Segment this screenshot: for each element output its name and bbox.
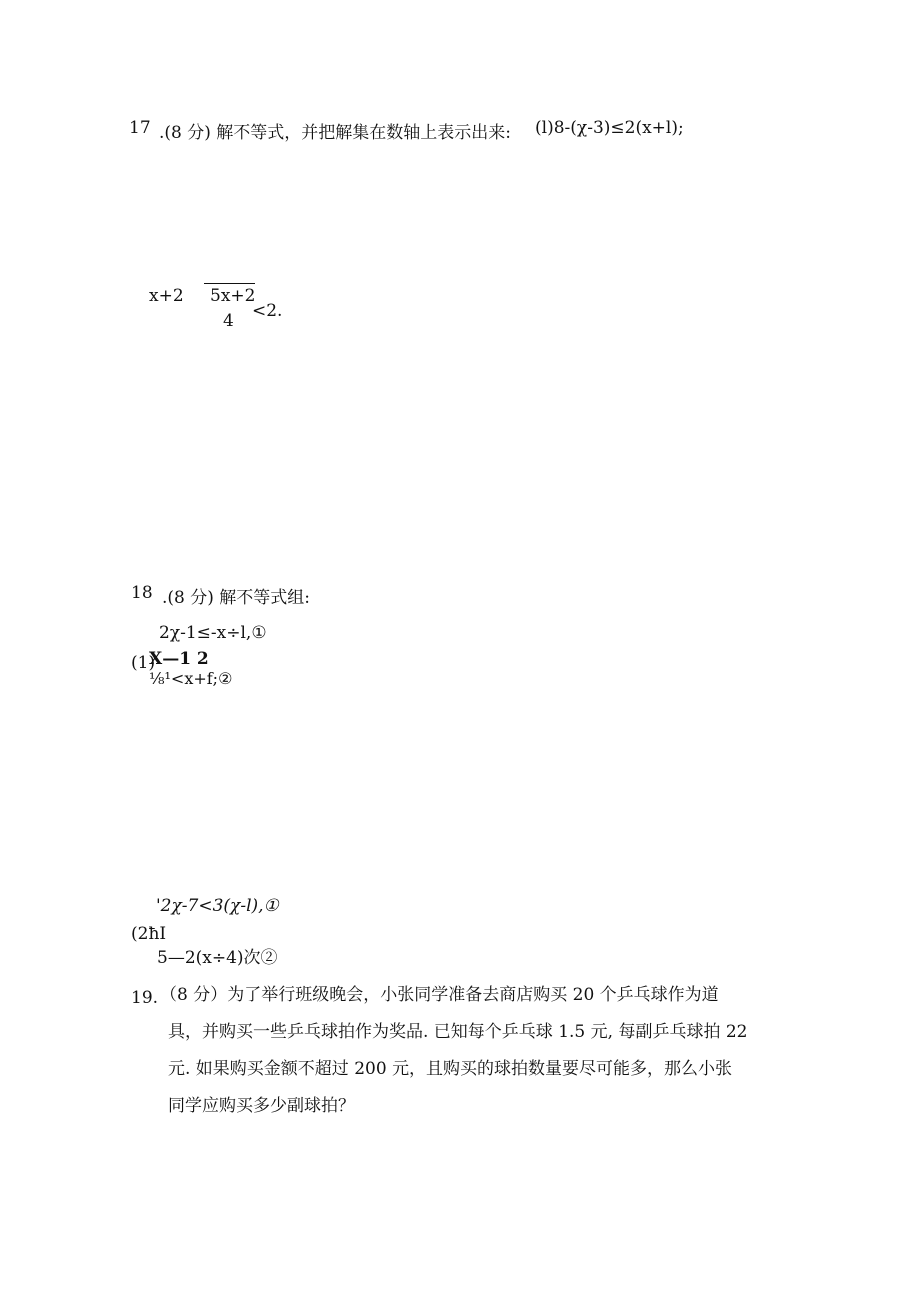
q18-sys2-label: (2ħI: [131, 924, 167, 944]
q19-line3: 元. 如果购买金额不超过 200 元，且购买的球拍数量要尽可能多，那么小张: [168, 1059, 733, 1079]
q18-stem: .(8 分) 解不等式组:: [162, 588, 311, 608]
q18-sys1-label: (1): [131, 653, 156, 673]
q18-sys1-line2: ⅛¹<x+f;②: [149, 669, 233, 688]
q18-sys1-line1: 2χ-1≤-x÷l,①: [159, 623, 267, 643]
q19-number: 19.: [131, 988, 159, 1008]
q19-line4: 同学应购买多少副球拍？: [168, 1096, 355, 1116]
q17-part2-numerator: 5x+2: [210, 286, 256, 306]
q17-part2-tail: <2.: [252, 301, 283, 321]
q18-sys2-line1: '2χ-7<3(χ-l),①: [156, 896, 279, 916]
q17-number: 17: [129, 118, 151, 138]
q18-sys2-line2: 5—2(x÷4)次②: [157, 948, 278, 968]
q17-fraction-overline: [204, 283, 255, 284]
q19-line2: 具，并购买一些乒乓球拍作为奖品. 已知每个乒乓球 1.5 元, 每副乒乓球拍 22: [168, 1022, 748, 1042]
q17-stem: .(8 分) 解不等式，并把解集在数轴上表示出来:: [159, 123, 512, 143]
q18-sys1-garbled: X—1 2: [149, 649, 209, 669]
q17-part2-denominator: 4: [223, 311, 234, 331]
q19-line1: （8 分）为了举行班级晚会，小张同学准备去商店购买 20 个乒乓球作为道: [160, 985, 719, 1005]
q17-part2-lhs: x+2: [149, 286, 184, 306]
q17-part1: (l)8-(χ-3)≤2(x+l);: [535, 118, 684, 138]
q18-number: 18: [131, 583, 153, 603]
